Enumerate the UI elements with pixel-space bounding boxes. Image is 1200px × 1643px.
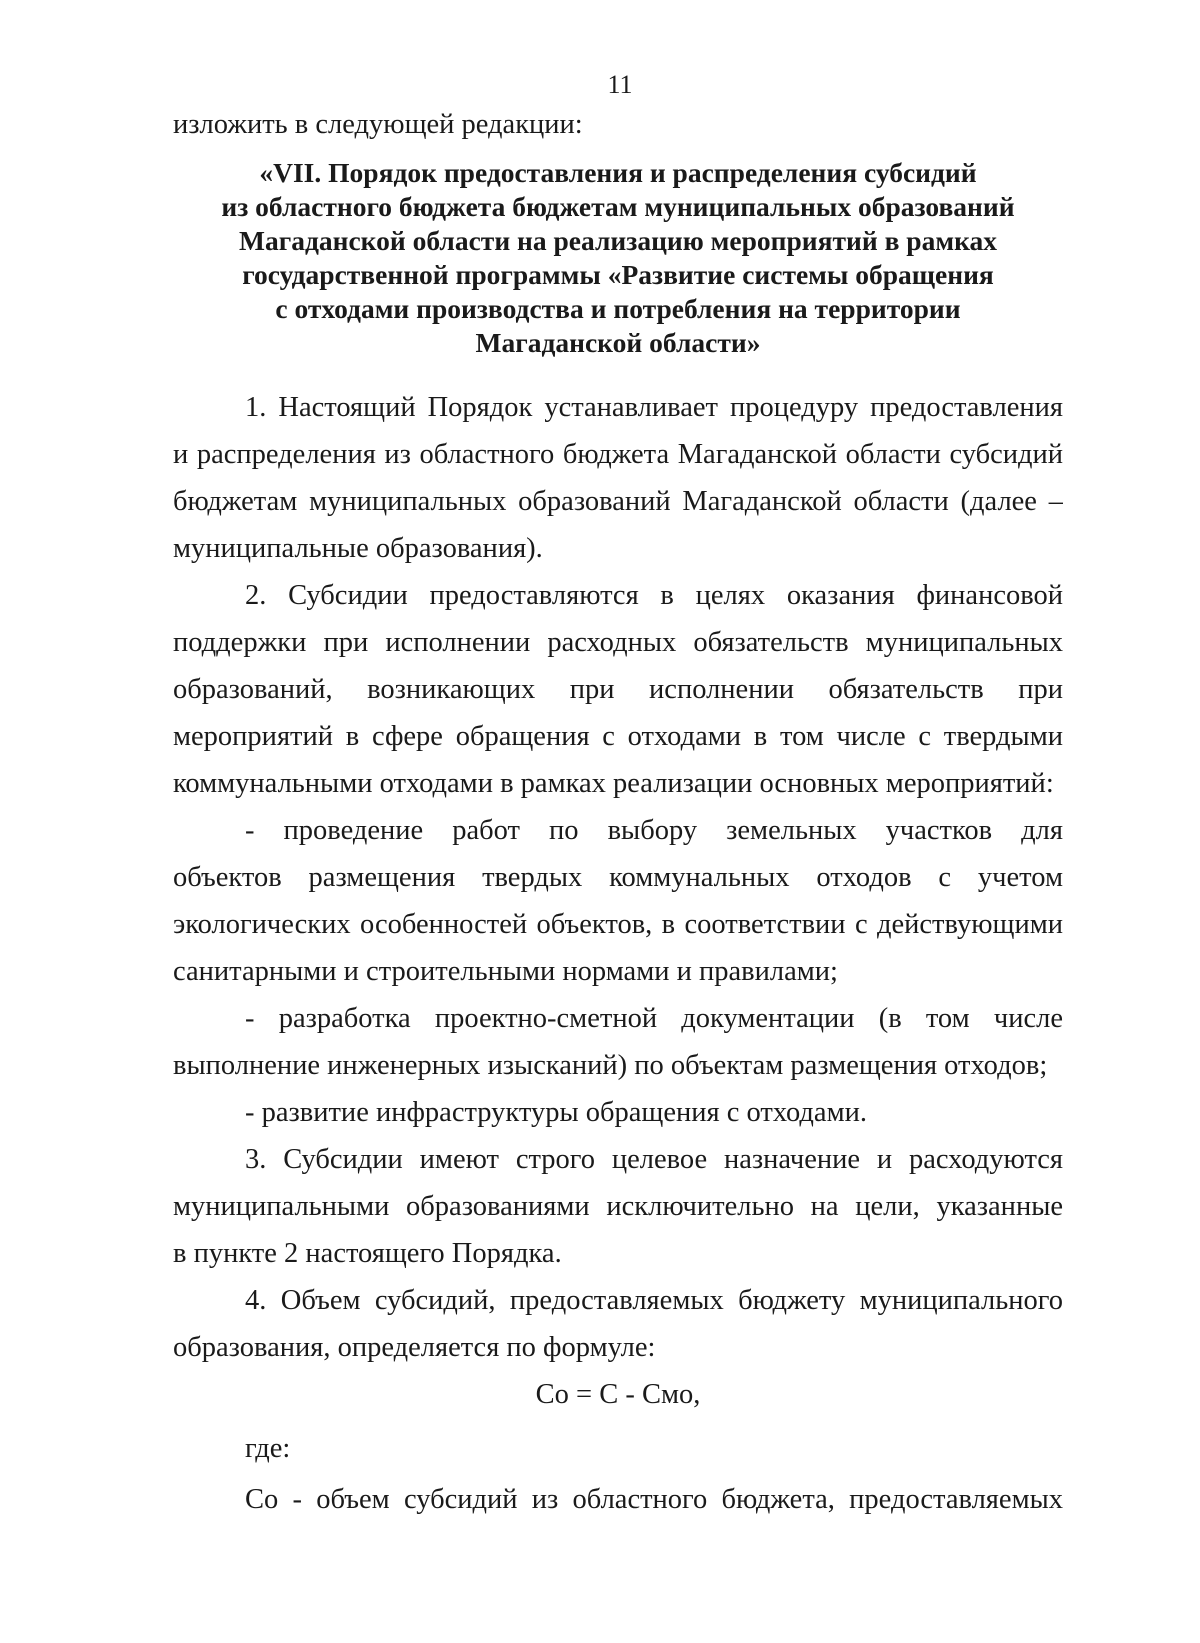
text-line: в пункте 2 настоящего Порядка. [173, 1238, 562, 1269]
text-line: - разработка проектно-сметной документации (в том числе [245, 1003, 1063, 1034]
text-line: 4. Объем субсидий, предоставляемых бюджету муниципального [245, 1285, 1063, 1316]
heading-line: из областного бюджета бюджетам муниципальных образований [221, 191, 1015, 222]
text-line: образования, определяется по формуле: [173, 1332, 656, 1363]
text-line: - проведение работ по выбору земельных участков для [245, 815, 1063, 846]
text-line: 1. Настоящий Порядок устанавливает процедуру предоставления [245, 392, 1063, 423]
intro-text: изложить в следующей редакции: [173, 109, 583, 140]
text-line: коммунальными отходами в рамках реализации основных мероприятий: [173, 768, 1054, 799]
text-line: Со - объем субсидий из областного бюджета, предоставляемых [245, 1484, 1063, 1515]
text-line: объектов размещения твердых коммунальных отходов с учетом [173, 862, 1063, 893]
text-line: поддержки при исполнении расходных обязательств муниципальных [173, 627, 1063, 658]
page-number: 11 [607, 70, 633, 99]
text-line: экологических особенностей объектов, в соответствии с действующими [173, 909, 1063, 940]
text-line: муниципальными образованиями исключительно на цели, указанные [173, 1191, 1063, 1222]
where-label: где: [245, 1433, 291, 1464]
heading-line: Магаданской области» [475, 327, 761, 358]
text-line: бюджетам муниципальных образований Магаданской области (далее – [173, 486, 1063, 517]
text-line: и распределения из областного бюджета Магаданской области субсидий [173, 439, 1063, 470]
text-line: - развитие инфраструктуры обращения с отходами. [245, 1097, 867, 1128]
text-line: 3. Субсидии имеют строго целевое назначение и расходуются [245, 1144, 1063, 1175]
heading-line: государственной программы «Развитие системы обращения [242, 259, 994, 290]
text-line: выполнение инженерных изысканий) по объектам размещения отходов; [173, 1050, 1048, 1081]
text-line: образований, возникающих при исполнении обязательств при [173, 674, 1063, 705]
text-line: муниципальные образования). [173, 533, 543, 564]
heading-line: Магаданской области на реализацию мероприятий в рамках [239, 225, 997, 256]
heading-line: с отходами производства и потребления на территории [275, 293, 961, 324]
text-line: 2. Субсидии предоставляются в целях оказания финансовой [245, 580, 1063, 611]
text-line: санитарными и строительными нормами и правилами; [173, 956, 838, 987]
text-line: мероприятий в сфере обращения с отходами в том числе с твердыми [173, 721, 1063, 752]
formula: Со = С - Смо, [535, 1379, 701, 1410]
heading-line: «VII. Порядок предоставления и распределения субсидий [259, 157, 977, 188]
